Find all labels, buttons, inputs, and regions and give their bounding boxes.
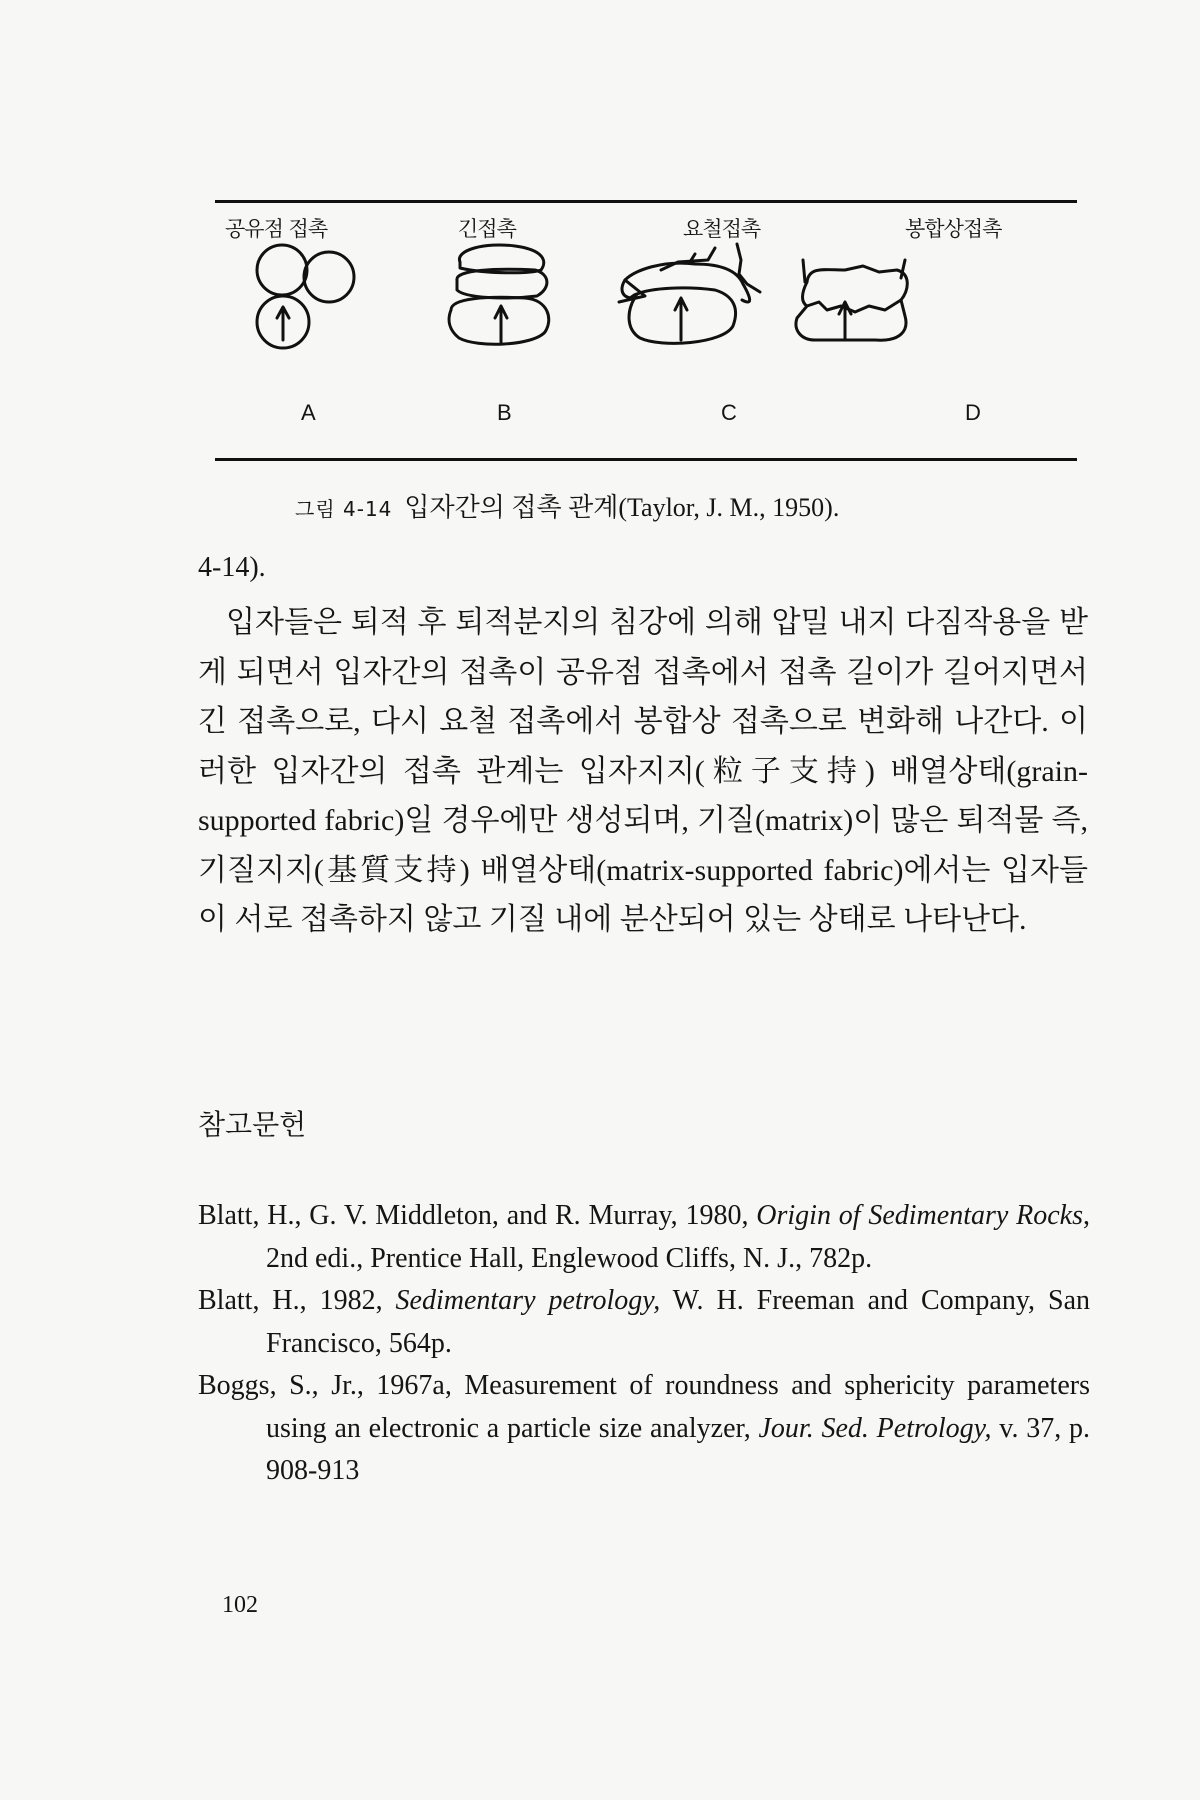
panel-letter-d: D [965, 400, 981, 425]
references-list [198, 1195, 1090, 1493]
panel-letter-c: C [721, 400, 737, 425]
reference-text: Blatt, H., G. V. Middleton, and R. Murray, 1980, [198, 1200, 757, 1231]
label-sutured-contact: 봉합상접촉 [905, 217, 1002, 241]
reference-text: Blatt, H., 1982, [198, 1285, 396, 1316]
caption-number: 그림 4-14 [295, 497, 393, 521]
reference-item [198, 1365, 1090, 1493]
references-heading: 참고문헌 [198, 1108, 307, 1141]
reference-title: Jour. Sed. Petrology, [758, 1412, 992, 1444]
grain-contact-diagram [215, 240, 1077, 400]
reference-title: Origin of Sedimentary Rocks [756, 1200, 1083, 1231]
caption-text: 입자간의 접촉 관계(Taylor, J. M., 1950). [404, 493, 840, 522]
grain-diagram-a [257, 245, 354, 348]
figure-caption [295, 487, 839, 524]
reference-text: , 2nd edi., Prentice Hall, Englewood Cliffs, N. J., 782p. [266, 1200, 1090, 1274]
figure-top-rule [215, 200, 1077, 203]
reference-text: Boggs, S., Jr., 1967a, Measurement of roundness and sphericity parameters using an electronic a particle size analyzer, [198, 1370, 1090, 1444]
reference-text: W. H. Freeman and Company, San Francisco, 564p. [266, 1285, 1090, 1359]
reference-item [198, 1280, 1090, 1365]
panel-letter-a: A [301, 400, 316, 425]
page-number: 102 [222, 1592, 258, 1618]
reference-title: Sedimentary petrology, [395, 1285, 661, 1316]
label-point-contact: 공유점 접촉 [225, 217, 328, 241]
body-paragraph: 입자들은 퇴적 후 퇴적분지의 침강에 의해 압밀 내지 다짐작용을 받게 되면서 입자간의 접촉이 공유점 접촉에서 접촉 길이가 길어지면서 긴 접촉으로, 다시 요철 접촉에서 봉합상 접촉으로 변화해 나간다. 이러한 입자간의 접촉 관계는 입자지지(粒子支持) 배열상태(grain-supported fabric)일 경우에만 생성되며, 기질(matrix)이 많은 퇴적물 즉, 기질지지(基質支持) 배열상태(matrix-supported fabric)에서는 입자들이 서로 접촉하지 않고 기질 내에 분산되어 있는 상태로 나타난다. [198, 606, 1088, 936]
panel-letter-b: B [497, 400, 512, 425]
reference-text: v. 37, p. 908-913 [266, 1412, 1091, 1486]
reference-item [198, 1195, 1090, 1280]
grain-diagram-c [619, 244, 760, 343]
grain-diagram-b [449, 245, 549, 344]
label-concavo-convex-contact: 요철접촉 [683, 217, 761, 241]
label-long-contact: 긴접촉 [458, 217, 516, 241]
lead-number: 4-14). [198, 552, 266, 583]
figure-bottom-rule [215, 458, 1077, 461]
grain-diagram-d [796, 260, 907, 340]
